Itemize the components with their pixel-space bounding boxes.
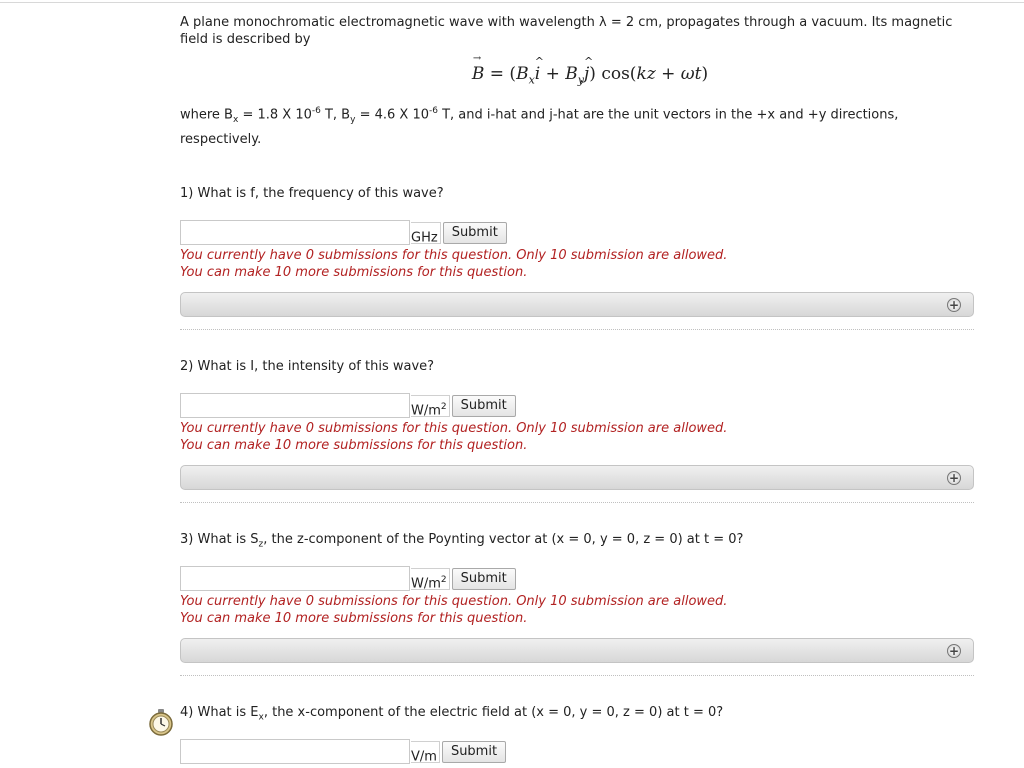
field-values: where $B_x = 1.8$ X $10^{-6}$ T, $B_y = 4.6$ X $10^{-6}$ T, and i-hat and j-hat are the unit vectors in the +x and +y directions, respectively. — [180, 106, 899, 147]
question-1-answer-row — [180, 220, 980, 245]
question-1-submit-button[interactable]: Submit — [443, 222, 507, 244]
question-1 — [180, 186, 980, 330]
question-2 — [180, 359, 980, 503]
stopwatch-icon — [148, 708, 174, 736]
question-3-unit: $W/m^2$ — [411, 568, 450, 590]
question-2-answer-row — [180, 393, 980, 418]
question-4-answer-row — [180, 739, 980, 764]
question-3 — [180, 532, 980, 676]
question-1-notice: You currently have 0 submissions for this question. Only 10 submission are allowed. You can make 10 more submissions for this question. — [180, 248, 728, 280]
plus-circle-icon[interactable]: + — [948, 298, 960, 312]
magnetic-field-equation: → $B = (B_x\^{}$ $i + B_y\^{}$ j) cos(kz + ωt) — [200, 64, 980, 88]
question-4 — [180, 705, 980, 764]
question-4-text: 4) What is $E_x$, the x-component of the electric field at (x = 0, y = 0, z = 0) at t = 0? — [180, 705, 724, 723]
question-3-answer-input[interactable] — [180, 566, 410, 591]
plus-circle-icon[interactable]: + — [948, 471, 960, 485]
problem-intro: A plane monochromatic electromagnetic wave with wavelength λ = 2 cm, propagates through a vacuum. Its magnetic field is described by — [180, 15, 953, 47]
question-3-text: 3) What is $S_z$, the z-component of the Poynting vector at (x = 0, y = 0, z = 0) at t = 0? — [180, 532, 744, 550]
plus-circle-icon[interactable]: + — [948, 644, 960, 658]
question-3-hint-bar[interactable] — [180, 638, 974, 663]
question-4-unit: V/m — [411, 741, 440, 763]
question-4-submit-button[interactable]: Submit — [442, 741, 506, 763]
question-3-submit-button[interactable]: Submit — [452, 568, 516, 590]
question-2-unit: $W/m^2$ — [411, 395, 450, 417]
question-2-answer-input[interactable] — [180, 393, 410, 418]
question-2-submit-button[interactable]: Submit — [452, 395, 516, 417]
problem-content — [180, 14, 980, 149]
question-2-text: 2) What is I, the intensity of this wave? — [180, 359, 435, 374]
question-4-answer-input[interactable] — [180, 739, 410, 764]
question-1-unit: GHz — [411, 222, 441, 244]
top-divider — [0, 2, 1024, 3]
question-1-hint-bar[interactable] — [180, 292, 974, 317]
question-1-answer-input[interactable] — [180, 220, 410, 245]
question-1-text: 1) What is f, the frequency of this wave? — [180, 186, 444, 201]
question-divider — [180, 675, 974, 676]
question-divider — [180, 502, 974, 503]
question-2-notice: You currently have 0 submissions for this question. Only 10 submission are allowed. You can make 10 more submissions for this question. — [180, 421, 728, 453]
question-3-answer-row — [180, 566, 980, 591]
question-2-hint-bar[interactable] — [180, 465, 974, 490]
question-3-notice: You currently have 0 submissions for this question. Only 10 submission are allowed. You can make 10 more submissions for this question. — [180, 594, 728, 626]
question-divider — [180, 329, 974, 330]
